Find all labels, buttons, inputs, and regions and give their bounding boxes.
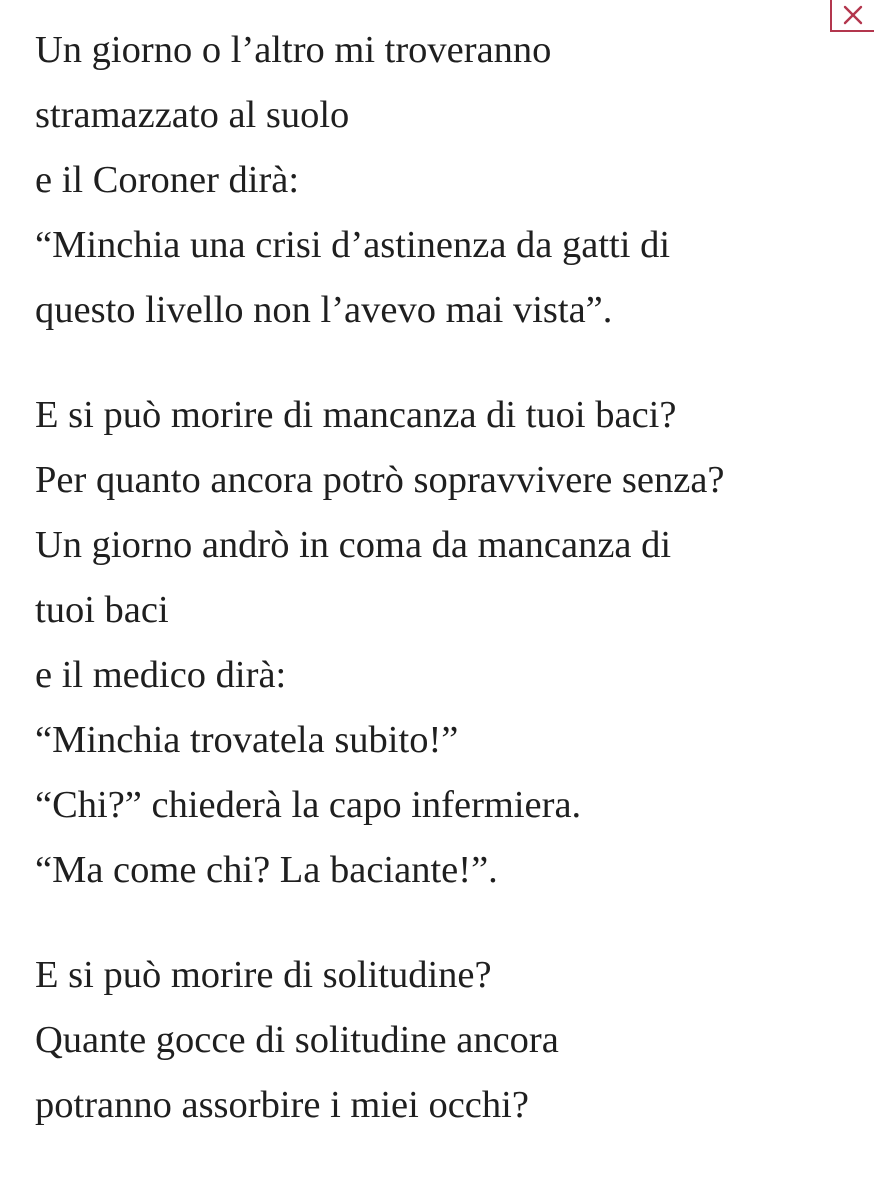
- poem-line: questo livello non l’avevo mai vista”.: [35, 289, 613, 331]
- poem-line: “Ma come chi? La baciante!”.: [35, 849, 498, 891]
- poem-line: tuoi baci: [35, 589, 169, 631]
- stanza-1: [35, 18, 855, 343]
- stanza-3: [35, 943, 855, 1138]
- poem-line: “Minchia trovatela subito!”: [35, 719, 459, 761]
- poem-line: E si può morire di solitudine?: [35, 954, 492, 996]
- poem-line: potranno assorbire i miei occhi?: [35, 1084, 529, 1126]
- poem-line: e il medico dirà:: [35, 654, 287, 696]
- poem-line: “Minchia una crisi d’astinenza da gatti di: [35, 224, 671, 266]
- poem-line: “Chi?” chiederà la capo infermiera.: [35, 784, 582, 826]
- poem-line: Per quanto ancora potrò sopravvivere senza?: [35, 459, 725, 501]
- poem-text: [35, 18, 855, 1138]
- poem-line: stramazzato al suolo: [35, 94, 350, 136]
- poem-line: E si può morire di mancanza di tuoi baci?: [35, 394, 677, 436]
- poem-line: e il Coroner dirà:: [35, 159, 300, 201]
- poem-line: Quante gocce di solitudine ancora: [35, 1019, 559, 1061]
- poem-line: Un giorno o l’altro mi troveranno: [35, 29, 552, 71]
- poem-line: Un giorno andrò in coma da mancanza di: [35, 524, 672, 566]
- stanza-2: [35, 383, 855, 903]
